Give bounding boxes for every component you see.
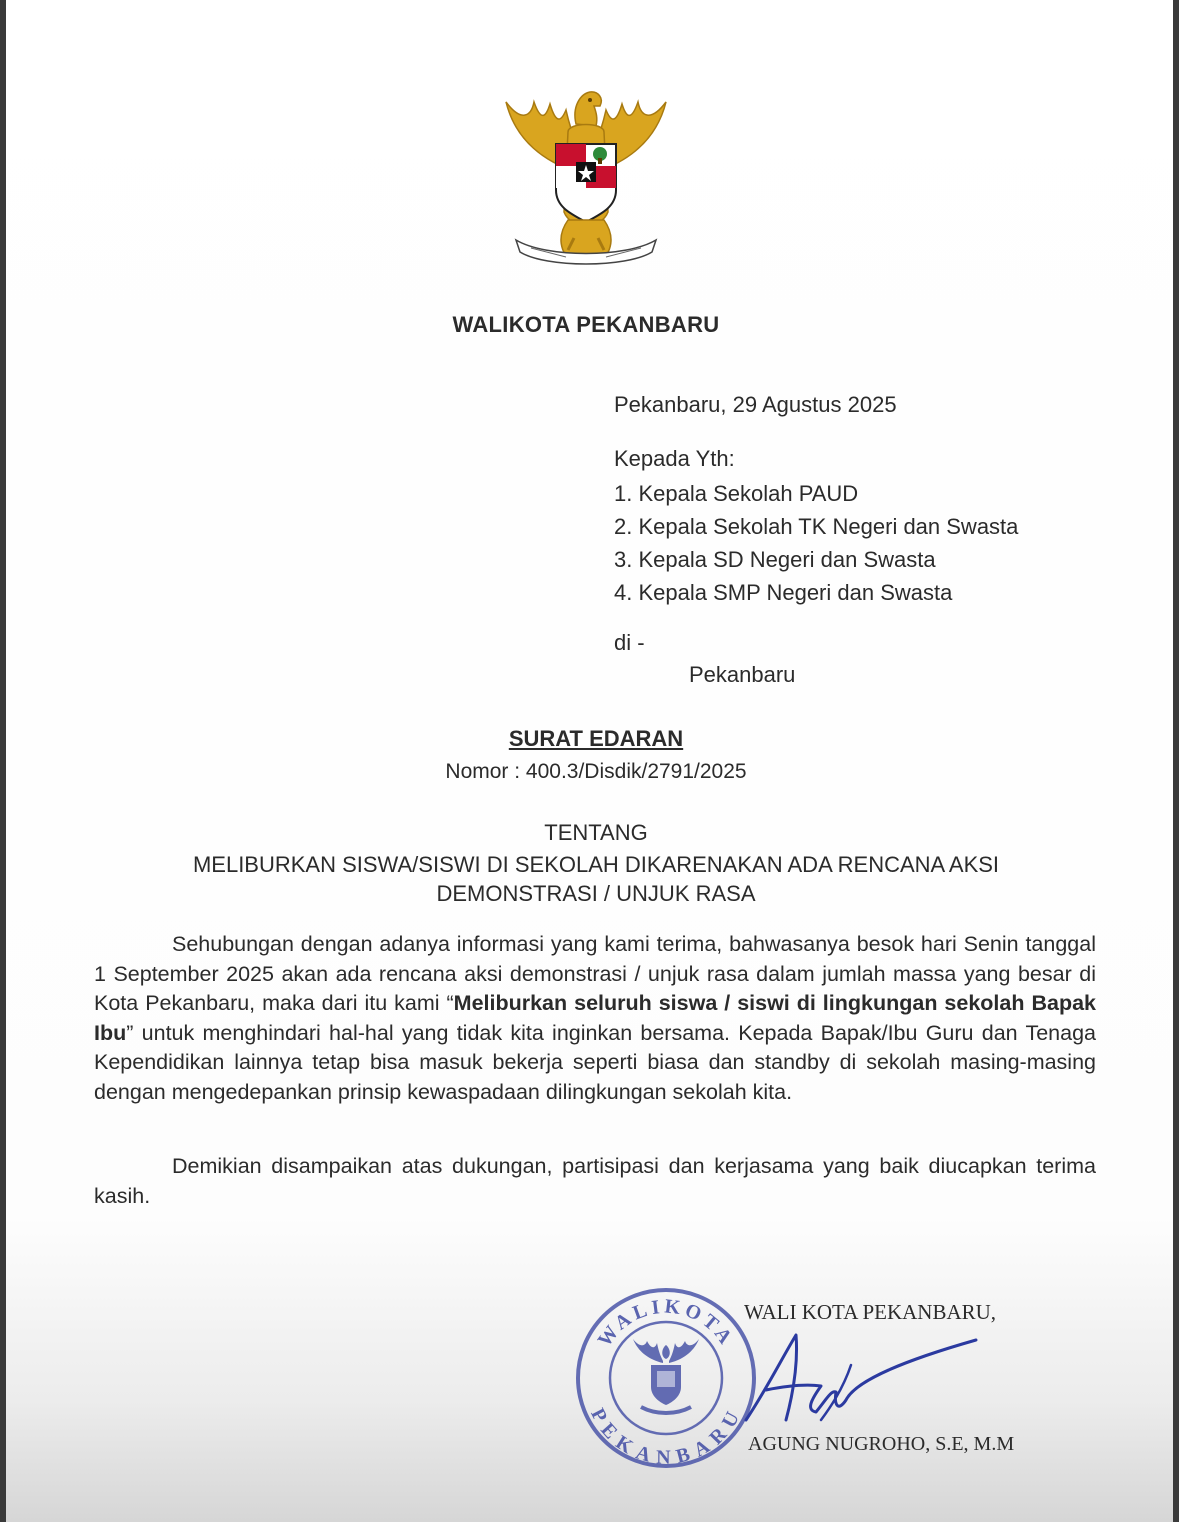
location: Pekanbaru (689, 662, 796, 687)
body-emphasis: Meliburkan seluruh siswa / siswi di lingkungan sekolah Bapak Ibu (94, 991, 1096, 1045)
stamp-garuda-icon (633, 1339, 699, 1413)
stamp-top-text: WALIKOTA (593, 1295, 739, 1352)
circular-number: Nomor : 400.3/Disdik/2791/2025 (445, 760, 747, 783)
body-paragraph-1 (94, 930, 1096, 1107)
handwritten-signature-icon (726, 1320, 986, 1440)
document-page (6, 0, 1173, 1522)
recipient-intro: Kepada Yth: (614, 446, 735, 471)
recipient-list (614, 477, 1018, 609)
stamp-bottom-text: PEKANBARU (586, 1404, 746, 1469)
circular-subject: MELIBURKAN SISWA/SISWI DI SEKOLAH DIKARENAKAN ADA RENCANA AKSI DEMONSTRASI / UNJUK RASA (192, 852, 1000, 906)
list-item: 1. Kepala Sekolah PAUD (614, 481, 859, 506)
di-label: di - (614, 630, 645, 655)
body-paragraph-2: Demikian disampaikan atas dukungan, partisipasi dan kerjasama yang baik diucapkan terima kasih. (94, 1154, 1096, 1208)
list-item: 4. Kepala SMP Negeri dan Swasta (614, 580, 953, 605)
list-item: 2. Kepala Sekolah TK Negeri dan Swasta (614, 514, 1019, 539)
circular-title: SURAT EDARAN (508, 726, 684, 751)
signatory-position: WALI KOTA PEKANBARU, (744, 1300, 997, 1324)
body-text: Sehubungan dengan adanya informasi yang kami terima, bahwasanya besok hari Senin tanggal 1 September 2025 akan ada rencana aksi demonstrasi / unjuk rasa dalam jumlah massa yang besar di Kota Pekanbaru, maka dari itu kami “ (94, 932, 1096, 1015)
place-date: Pekanbaru, 29 Agustus 2025 (614, 392, 897, 417)
circular-about: TENTANG (544, 820, 648, 845)
office-title: WALIKOTA PEKANBARU (452, 312, 720, 337)
body-text: ” untuk menghindari hal-hal yang tidak kita inginkan bersama. Kepada Bapak/Ibu Guru dan Tenaga Kependidikan lainnya tetap bisa masuk bekerja seperti biasa dan standby di sekolah masing-masing dengan mengedepankan prinsip kewaspadaan dilingkungan sekolah kita. (94, 1020, 1096, 1104)
list-item: 3. Kepala SD Negeri dan Swasta (614, 547, 936, 572)
signatory-name: AGUNG NUGROHO, S.E, M.M (748, 1433, 1015, 1455)
garuda-emblem-icon (476, 62, 696, 282)
